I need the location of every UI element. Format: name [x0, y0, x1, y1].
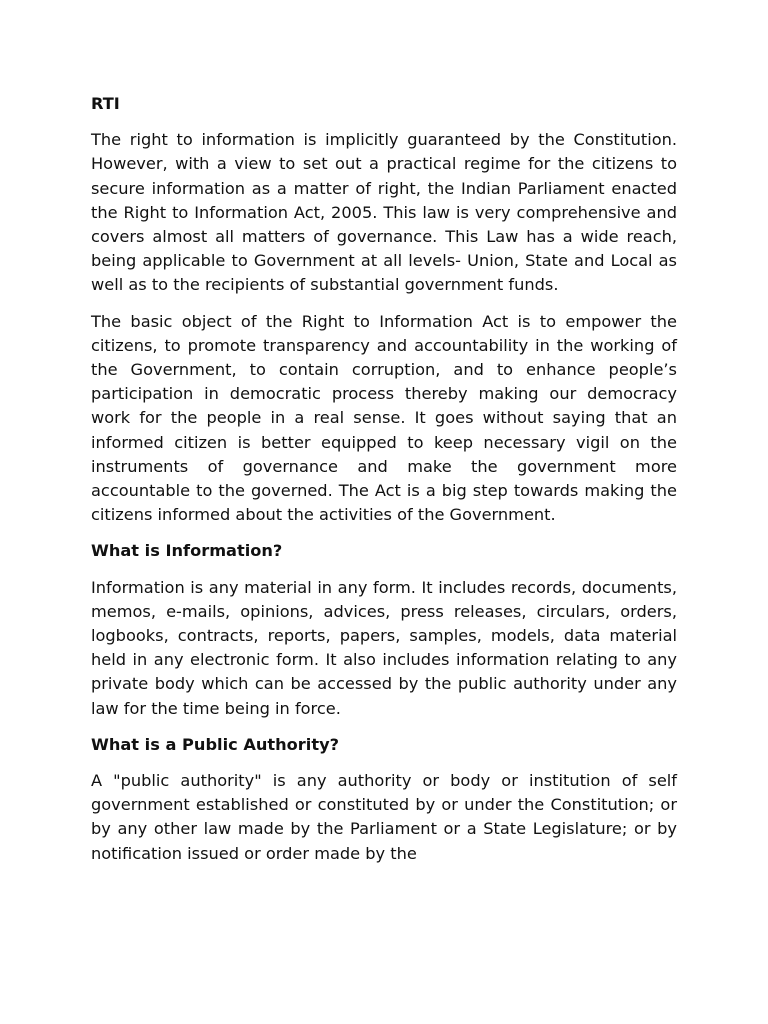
intro-paragraph: The right to information is implicitly guaranteed by the Constitution. However, with a view to set out a practical regime for the citizens to secure information as a matter of right, the Indian Parliament enacted the Right to Information Act, 2005. This law is very comprehensive and covers almost all matters of governance. This Law has a wide reach, being applicable to Government at all levels- Union, State and Local as well as to the recipients of substantial government funds.	[91, 130, 677, 295]
section-heading-public-authority: What is a Public Authority?	[91, 734, 340, 754]
section-text-information: Information is any material in any form. It includes records, documents, memos, e-mails, opinions, advices, press releases, circulars, orders, logbooks, contracts, reports, papers, samples, models, data material held in any electronic form. It also includes information relating to any private body which can be accessed by the public authority under any law for the time being in force.	[91, 577, 677, 718]
section-text-public-authority: A "public authority" is any authority or body or institution of self government established or constituted by or under the Constitution; or by any other law made by the Parliament or a State Legislature; or by notification issued or order made by the	[91, 771, 677, 863]
object-paragraph: The basic object of the Right to Information Act is to empower the citizens, to promote transparency and accountability in the working of the Government, to contain corruption, and to enhance people’s participation in democratic process thereby making our democracy work for the people in a real sense. It goes without saying that an informed citizen is better equipped to keep necessary vigil on the instruments of governance and make the government more accountable to the governed. The Act is a big step towards making the citizens informed about the activities of the Government.	[91, 311, 677, 525]
section-heading-information: What is Information?	[91, 541, 283, 561]
document-page	[91, 92, 677, 878]
document-title: RTI	[91, 94, 120, 113]
